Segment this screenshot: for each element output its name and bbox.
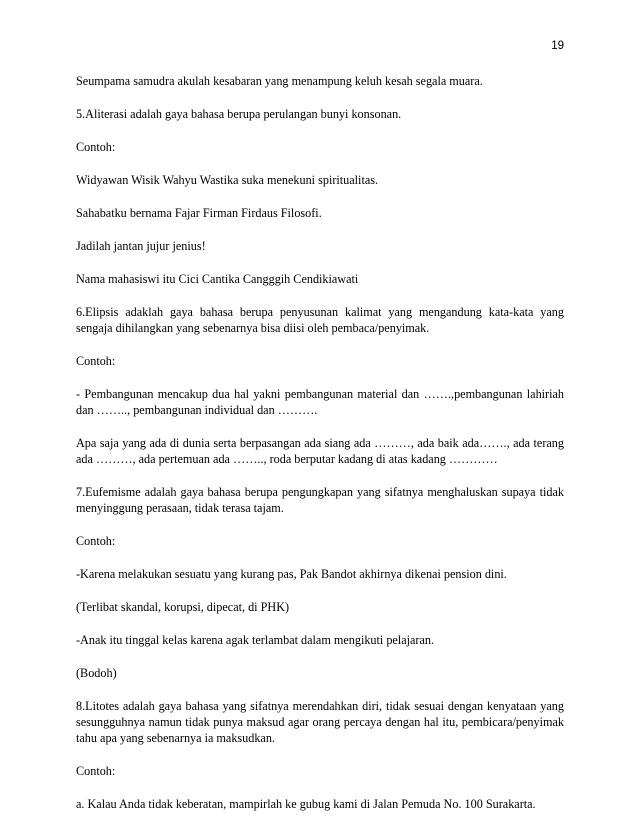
paragraph-elipsis-example-2: Apa saja yang ada di dunia serta berpasangan ada siang ada ………, ada baik ada……., ada terang ada ………, ada pertemuan ada …….., roda berputar kadang di atas kadang ………… bbox=[76, 436, 564, 466]
paragraph-eufemisme-note-1: (Terlibat skandal, korupsi, dipecat, di PHK) bbox=[76, 600, 290, 614]
paragraph-contoh-label: Contoh: bbox=[76, 140, 116, 154]
paragraph-eufemisme-example-1: -Karena melakukan sesuatu yang kurang pas, Pak Bandot akhirnya dikenai pension dini. bbox=[76, 567, 507, 581]
paragraph-contoh-label: Contoh: bbox=[76, 764, 116, 778]
page-number: 19 bbox=[551, 40, 564, 52]
paragraph-contoh-label: Contoh: bbox=[76, 534, 116, 548]
paragraph-litotes-definition: 8.Litotes adalah gaya bahasa yang sifatnya merendahkan diri, tidak sesuai dengan kenyataan yang sesungguhnya namun tidak punya maksud agar orang percaya dengan hal itu, pembicara/penyimak tahu apa yang sebenarnya ia maksudkan. bbox=[76, 699, 564, 745]
paragraph-aliterasi-definition: 5.Aliterasi adalah gaya bahasa berupa perulangan bunyi konsonan. bbox=[76, 107, 402, 121]
paragraph-aliterasi-example-2: Sahabatku bernama Fajar Firman Firdaus Filosofi. bbox=[76, 206, 322, 220]
paragraph-metaphor-example: Seumpama samudra akulah kesabaran yang menampung keluh kesah segala muara. bbox=[76, 74, 483, 88]
paragraph-eufemisme-example-2: -Anak itu tinggal kelas karena agak terlambat dalam mengikuti pelajaran. bbox=[76, 633, 435, 647]
body-text bbox=[76, 73, 564, 829]
paragraph-eufemisme-note-2: (Bodoh) bbox=[76, 666, 117, 680]
paragraph-elipsis-definition: 6.Elipsis adaklah gaya bahasa berupa penyusunan kalimat yang mengandung kata-kata yang sengaja dihilangkan yang sebenarnya bisa diisi oleh pembaca/penyimak. bbox=[76, 305, 564, 335]
paragraph-elipsis-example-1: - Pembangunan mencakup dua hal yakni pembangunan material dan …….,pembangunan lahiriah dan …….., pembangunan individual dan ………. bbox=[76, 387, 564, 417]
paragraph-aliterasi-example-4: Nama mahasiswi itu Cici Cantika Cangggih Cendikiawati bbox=[76, 272, 359, 286]
paragraph-aliterasi-example-1: Widyawan Wisik Wahyu Wastika suka menekuni spiritualitas. bbox=[76, 173, 379, 187]
paragraph-litotes-example-1: a. Kalau Anda tidak keberatan, mampirlah ke gubug kami di Jalan Pemuda No. 100 Surakarta. bbox=[76, 797, 536, 811]
paragraph-contoh-label: Contoh: bbox=[76, 354, 116, 368]
paragraph-aliterasi-example-3: Jadilah jantan jujur jenius! bbox=[76, 239, 206, 253]
paragraph-eufemisme-definition: 7.Eufemisme adalah gaya bahasa berupa pengungkapan yang sifatnya menghaluskan supaya tidak menyinggung perasaan, tidak terasa tajam. bbox=[76, 485, 564, 515]
